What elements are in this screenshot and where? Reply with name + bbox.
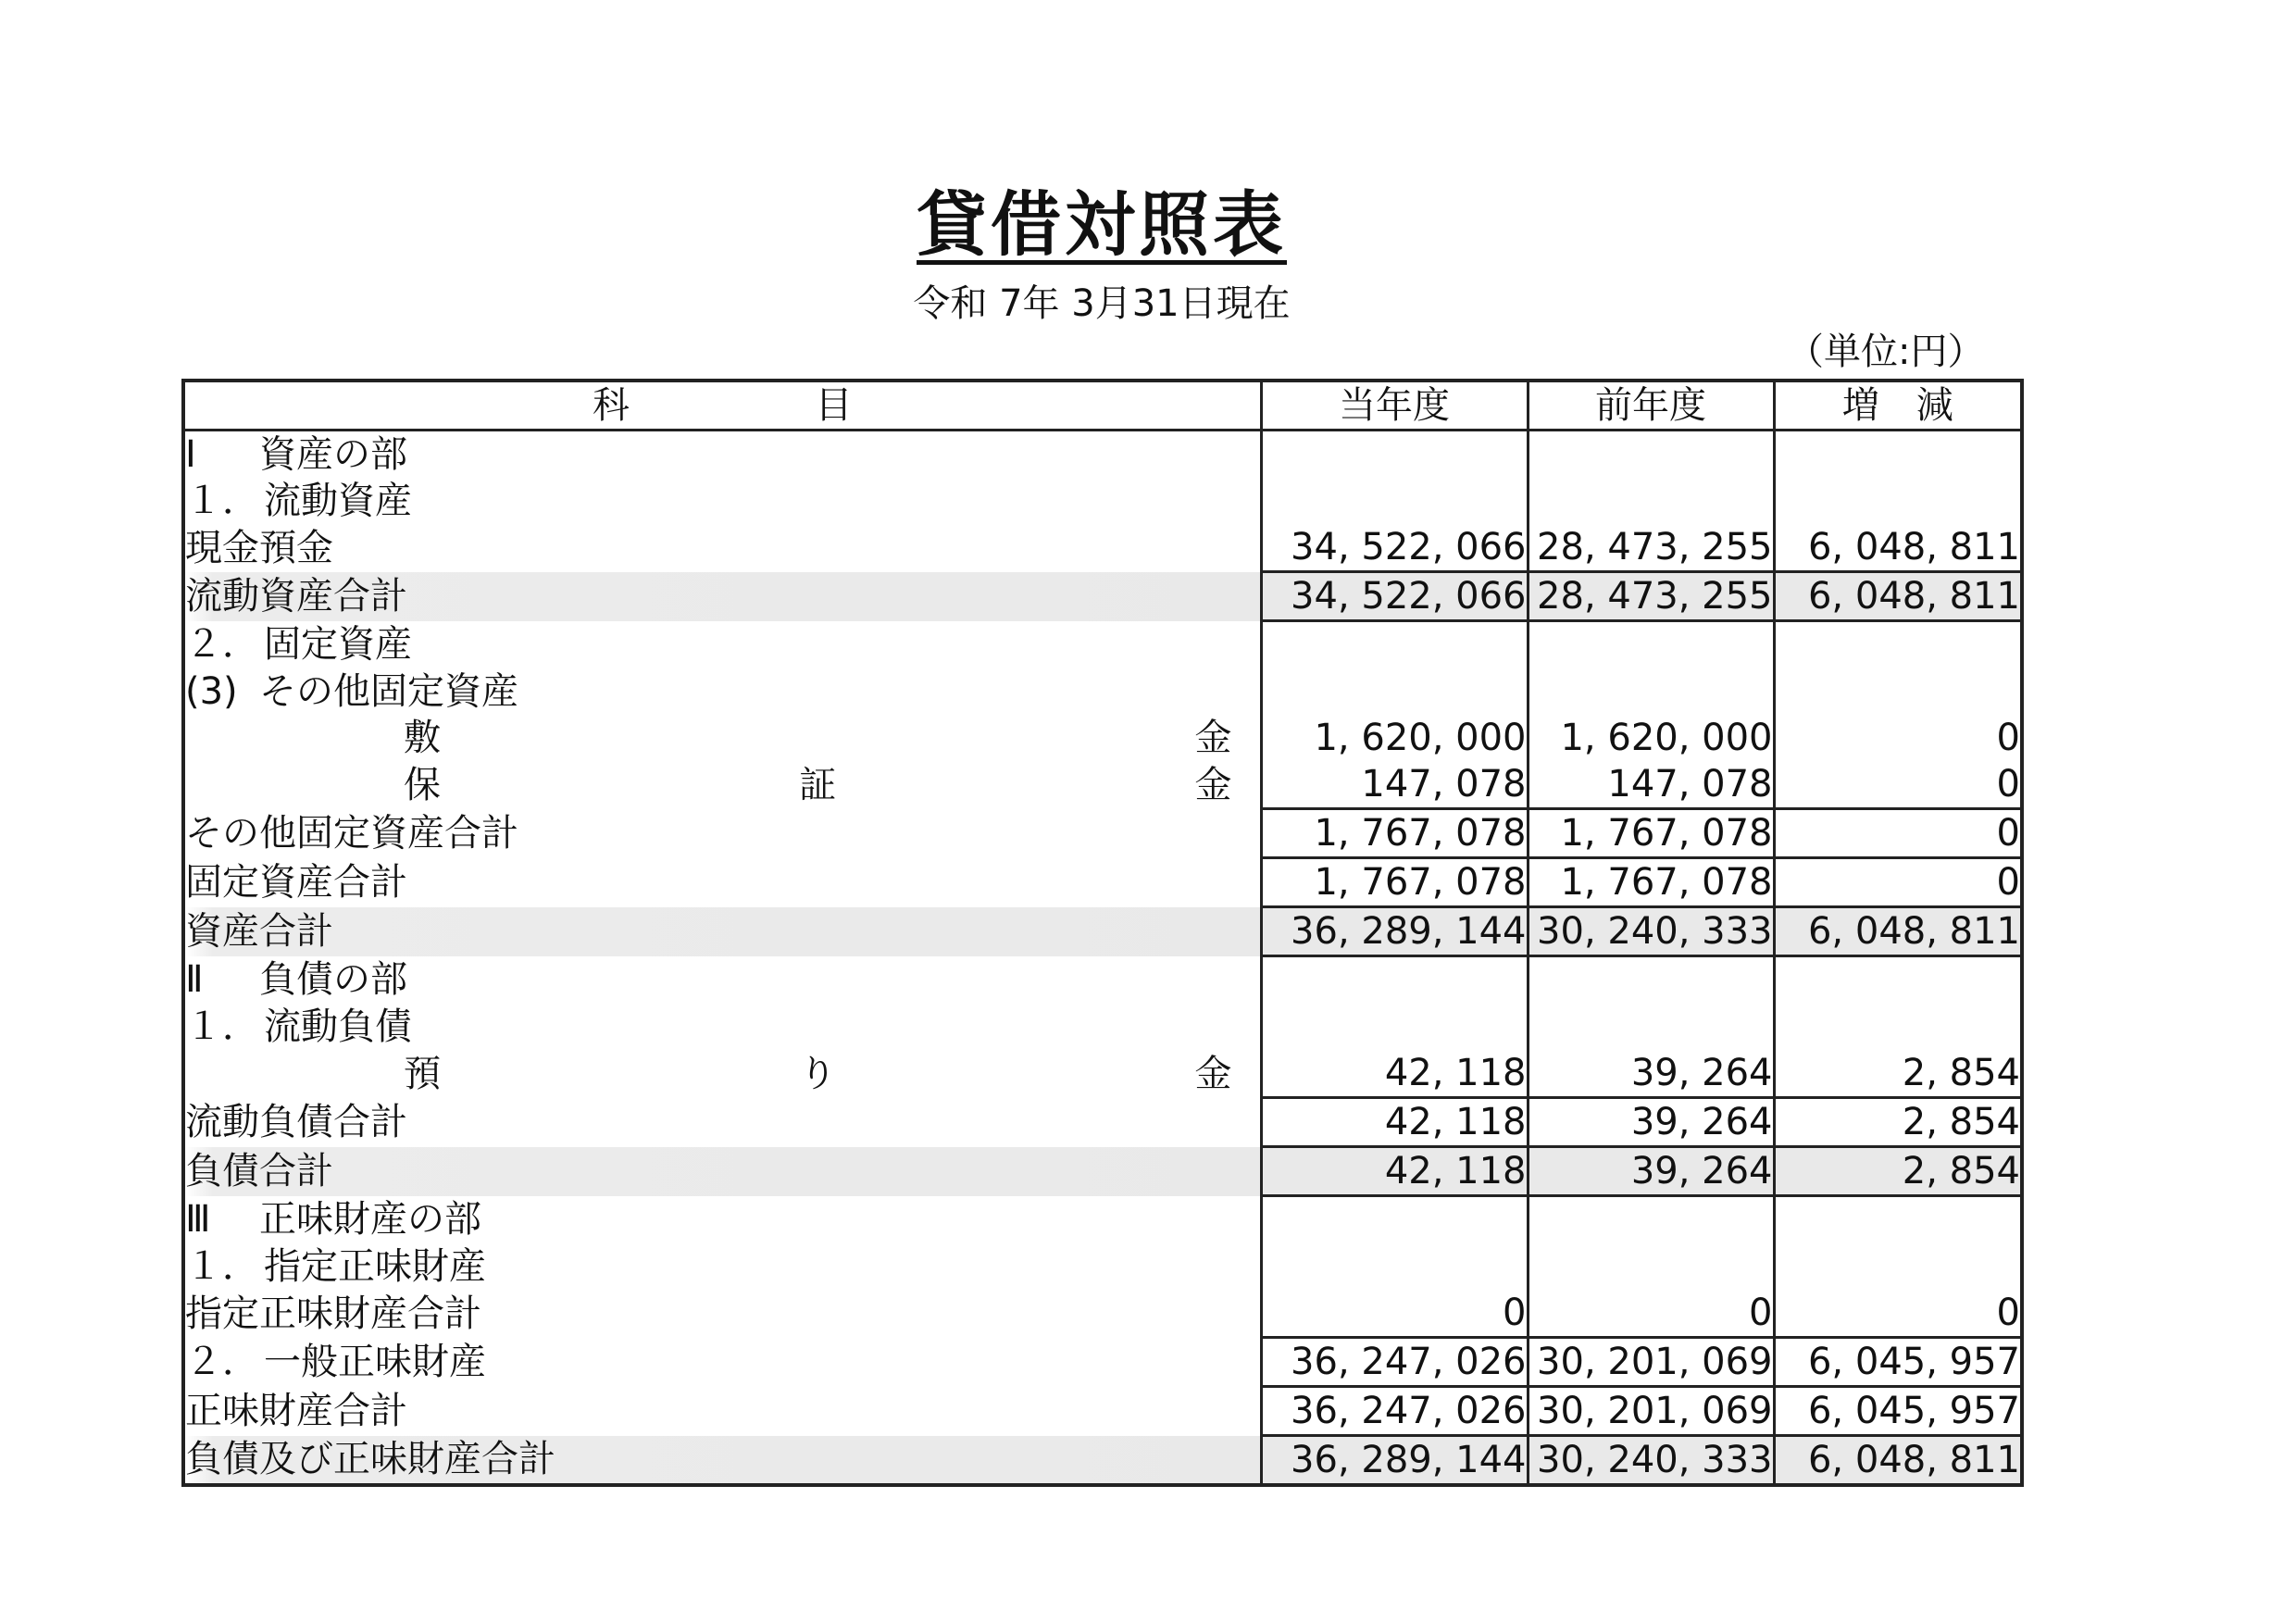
table-row <box>183 956 2022 1005</box>
change-value: 0 <box>1774 715 2022 761</box>
previous-value: 39, 264 <box>1528 1098 1774 1147</box>
section-label: 資産の部 <box>259 433 407 476</box>
label-char: り <box>799 1052 837 1095</box>
table-row <box>183 1004 2022 1050</box>
as-of-date: 令和 7年 3月31日現在 <box>913 282 1291 325</box>
label-char: 預 <box>404 1052 441 1095</box>
unit-label: （単位:円） <box>1787 331 1985 373</box>
table-row <box>183 809 2022 858</box>
previous-value: 1, 767, 078 <box>1528 858 1774 907</box>
group-label: 指定正味財産 <box>264 1245 486 1288</box>
row-label: 指定正味財産合計 <box>185 1292 481 1335</box>
label-char: 保 <box>404 763 441 806</box>
row-label: その他固定資産合計 <box>185 812 518 855</box>
change-value: 0 <box>1774 761 2022 809</box>
table-row <box>183 478 2022 524</box>
table-row <box>183 572 2022 621</box>
roman-numeral: Ⅰ <box>185 433 196 476</box>
current-value: 34, 522, 066 <box>1261 572 1528 621</box>
table-row <box>183 1050 2022 1098</box>
previous-value: 1, 620, 000 <box>1528 715 1774 761</box>
table-header-row <box>183 381 2022 431</box>
current-value: 36, 289, 144 <box>1261 1436 1528 1486</box>
change-value: 2, 854 <box>1774 1050 2022 1098</box>
row-label <box>183 761 1261 809</box>
change-value: 6, 048, 811 <box>1774 524 2022 572</box>
table-row <box>183 1147 2022 1196</box>
row-label: 流動負債合計 <box>185 1101 407 1143</box>
header-subject <box>183 381 1261 431</box>
row-label <box>183 1050 1261 1098</box>
table-row <box>183 1338 2022 1387</box>
previous-value: 30, 201, 069 <box>1528 1338 1774 1387</box>
current-value: 36, 247, 026 <box>1261 1338 1528 1387</box>
current-value: 36, 247, 026 <box>1261 1387 1528 1436</box>
change-value: 6, 048, 811 <box>1774 907 2022 956</box>
table-row <box>183 907 2022 956</box>
label-char: 金 <box>1194 1052 1232 1095</box>
row-label: 現金預金 <box>185 526 333 569</box>
label-char: 証 <box>799 763 837 806</box>
row-label <box>183 621 1261 669</box>
row-label <box>183 478 1261 524</box>
roman-numeral: Ⅱ <box>185 958 204 1002</box>
table-row <box>183 761 2022 809</box>
item-number: １． <box>185 1245 259 1288</box>
change-value: 2, 854 <box>1774 1098 2022 1147</box>
label-char: 敷 <box>404 717 441 759</box>
table-row <box>183 1436 2022 1486</box>
item-number: ２． <box>185 1341 259 1383</box>
row-label: 流動資産合計 <box>183 572 1261 621</box>
group-label: 一般正味財産 <box>264 1341 486 1383</box>
change-value: 6, 045, 957 <box>1774 1387 2022 1436</box>
table-row <box>183 858 2022 907</box>
row-label <box>183 1338 1261 1387</box>
row-label: 固定資産合計 <box>185 861 407 904</box>
header-previous-year: 前年度 <box>1528 381 1774 431</box>
row-label <box>183 956 1261 1005</box>
table-row <box>183 1290 2022 1338</box>
row-label <box>183 1196 1261 1244</box>
group-label: 固定資産 <box>264 623 412 667</box>
current-value: 0 <box>1261 1290 1528 1338</box>
table-row <box>183 621 2022 669</box>
previous-value: 39, 264 <box>1528 1050 1774 1098</box>
header-current-year: 当年度 <box>1261 381 1528 431</box>
previous-value: 28, 473, 255 <box>1528 572 1774 621</box>
group-label: 流動負債 <box>264 1005 412 1048</box>
change-value: 0 <box>1774 1290 2022 1338</box>
previous-value: 0 <box>1528 1290 1774 1338</box>
row-label <box>183 715 1261 761</box>
label-char: 金 <box>1194 763 1232 806</box>
table-row <box>183 1243 2022 1290</box>
row-label: 正味財産合計 <box>185 1390 407 1432</box>
current-value: 1, 767, 078 <box>1261 809 1528 858</box>
roman-numeral: Ⅲ <box>185 1198 211 1242</box>
header-subject-2: 目 <box>815 384 853 427</box>
row-label <box>183 1243 1261 1290</box>
table-row <box>183 1387 2022 1436</box>
current-value: 1, 767, 078 <box>1261 858 1528 907</box>
row-label: 負債及び正味財産合計 <box>183 1436 1261 1486</box>
label-char: 金 <box>1194 717 1232 759</box>
row-label <box>183 1004 1261 1050</box>
section-label: 正味財産の部 <box>259 1198 481 1242</box>
table-row <box>183 715 2022 761</box>
balance-sheet-table <box>181 379 2024 1487</box>
change-value: 6, 048, 811 <box>1774 572 2022 621</box>
current-value: 42, 118 <box>1261 1050 1528 1098</box>
change-value: 0 <box>1774 809 2022 858</box>
row-label <box>183 668 1261 715</box>
header-subject-1: 科 <box>593 384 630 427</box>
current-value: 42, 118 <box>1261 1098 1528 1147</box>
previous-value: 28, 473, 255 <box>1528 524 1774 572</box>
row-label: 負債合計 <box>183 1147 1261 1196</box>
row-label: 資産合計 <box>183 907 1261 956</box>
change-value: 0 <box>1774 858 2022 907</box>
header-change: 増 減 <box>1774 381 2022 431</box>
change-value: 6, 048, 811 <box>1774 1436 2022 1486</box>
table-row <box>183 1098 2022 1147</box>
change-value: 2, 854 <box>1774 1147 2022 1196</box>
change-value: 6, 045, 957 <box>1774 1338 2022 1387</box>
previous-value: 39, 264 <box>1528 1147 1774 1196</box>
group-label: 流動資産 <box>264 480 412 522</box>
previous-value: 30, 240, 333 <box>1528 1436 1774 1486</box>
table-row <box>183 1196 2022 1244</box>
group-label: その他固定資産 <box>259 670 518 713</box>
table-row <box>183 524 2022 572</box>
item-number: ２． <box>185 623 259 667</box>
item-number: １． <box>185 480 259 522</box>
current-value: 1, 620, 000 <box>1261 715 1528 761</box>
current-value: 34, 522, 066 <box>1261 524 1528 572</box>
current-value: 36, 289, 144 <box>1261 907 1528 956</box>
previous-value: 30, 240, 333 <box>1528 907 1774 956</box>
section-label: 負債の部 <box>259 958 407 1002</box>
current-value: 147, 078 <box>1261 761 1528 809</box>
previous-value: 1, 767, 078 <box>1528 809 1774 858</box>
previous-value: 147, 078 <box>1528 761 1774 809</box>
table-row <box>183 668 2022 715</box>
document-title <box>0 183 2203 266</box>
previous-value: 30, 201, 069 <box>1528 1387 1774 1436</box>
current-value: 42, 118 <box>1261 1147 1528 1196</box>
item-number: (3) <box>185 670 238 713</box>
item-number: １． <box>185 1005 259 1048</box>
row-label <box>183 431 1261 479</box>
table-row <box>183 431 2022 479</box>
title-text: 貸借対照表 <box>917 183 1287 266</box>
